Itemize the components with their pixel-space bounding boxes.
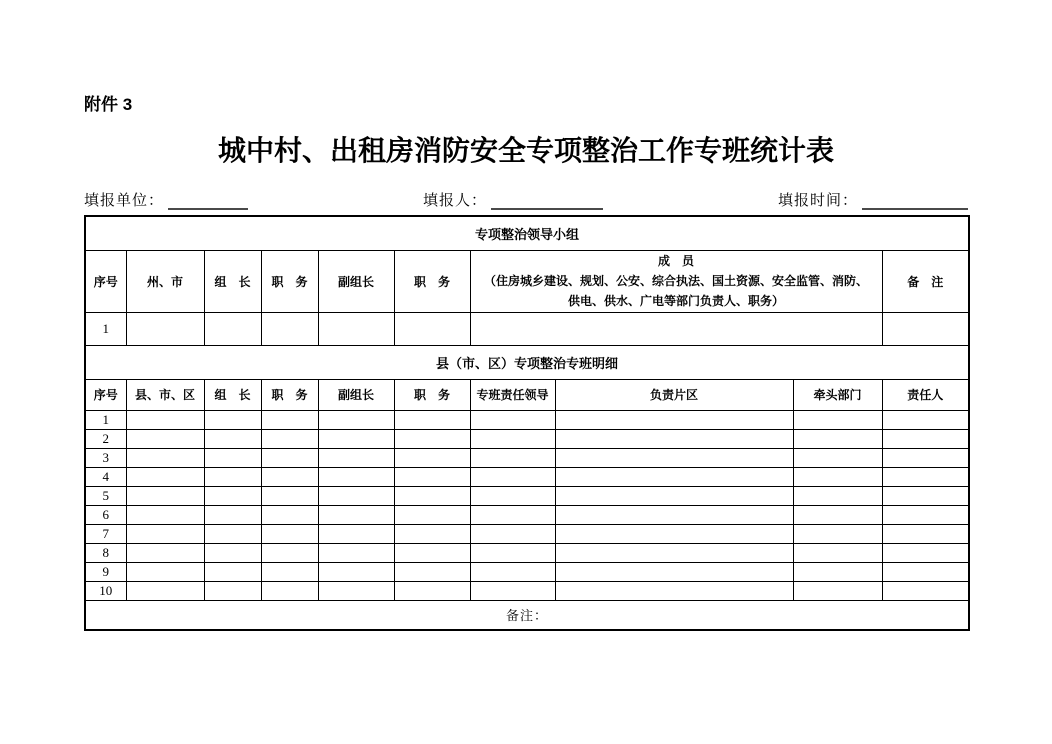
members-note-line1: （住房城乡建设、规划、公安、综合执法、国土资源、安全监管、消防、 (483, 273, 868, 288)
table-row (85, 448, 969, 467)
section1-title: 专项整治领导小组 (85, 216, 969, 250)
table-row (85, 543, 969, 562)
table-row (85, 562, 969, 581)
row-number: 4 (85, 467, 126, 486)
col2-header-county: 县、市、区 (126, 379, 204, 410)
report-person-field (423, 189, 603, 210)
row-number: 10 (85, 581, 126, 600)
row-number: 6 (85, 505, 126, 524)
cell-position1 (261, 312, 318, 345)
attachment-label: 附件 3 (84, 95, 133, 114)
remarks-row (85, 600, 969, 630)
report-unit-blank (168, 194, 248, 210)
section1-data-row (85, 312, 969, 345)
section2-header-row (85, 379, 969, 410)
cell-leader (204, 312, 261, 345)
table-row (85, 524, 969, 543)
report-person-blank (491, 194, 603, 210)
row-number: 2 (85, 429, 126, 448)
col-header-leader: 组 长 (204, 250, 261, 312)
cell-members (470, 312, 882, 345)
members-title: 成 员 (657, 253, 694, 268)
cell-prefecture (126, 312, 204, 345)
report-time-label: 填报时间： (777, 193, 858, 209)
report-time-field (778, 189, 968, 210)
col-header-members (470, 250, 882, 312)
section1-title-row (85, 216, 969, 250)
col-header-prefecture: 州、市 (126, 250, 204, 312)
col2-header-lead-dept: 牵头部门 (793, 379, 882, 410)
col-header-remark: 备 注 (882, 250, 969, 312)
table-row (85, 410, 969, 429)
col-header-deputy: 副组长 (318, 250, 394, 312)
remarks-label: 备注： (85, 600, 969, 630)
section2-title-row (85, 345, 969, 379)
col2-header-deputy: 副组长 (318, 379, 394, 410)
report-unit-field (84, 189, 248, 210)
table-row (85, 505, 969, 524)
page-title: 城中村、出租房消防安全专项整治工作专班统计表 (217, 136, 834, 167)
col-header-position1: 职 务 (261, 250, 318, 312)
row-number: 5 (85, 486, 126, 505)
cell-deputy (318, 312, 394, 345)
row-number: 9 (85, 562, 126, 581)
cell-position2 (394, 312, 470, 345)
col-header-position2: 职 务 (394, 250, 470, 312)
table-row (85, 581, 969, 600)
col2-header-responsible: 责任人 (882, 379, 969, 410)
col-header-seq: 序号 (85, 250, 126, 312)
col2-header-position1: 职 务 (261, 379, 318, 410)
row-number: 1 (85, 410, 126, 429)
section2-title: 县（市、区）专项整治专班明细 (85, 345, 969, 379)
table-row (85, 486, 969, 505)
cell-remark (882, 312, 969, 345)
report-person-label: 填报人： (422, 193, 487, 209)
report-info-line (84, 189, 968, 210)
col2-header-leader: 组 长 (204, 379, 261, 410)
row-number: 3 (85, 448, 126, 467)
row-number: 7 (85, 524, 126, 543)
row-number: 1 (85, 312, 126, 345)
members-note-line2: 供电、供水、广电等部门负责人、职务） (567, 294, 784, 309)
report-unit-label: 填报单位： (84, 193, 165, 209)
table-row (85, 429, 969, 448)
section1-header-row (85, 250, 969, 312)
statistics-table (84, 215, 970, 631)
col2-header-seq: 序号 (85, 379, 126, 410)
col2-header-position2: 职 务 (394, 379, 470, 410)
table-row (85, 467, 969, 486)
col2-header-duty-leader: 专班责任领导 (470, 379, 555, 410)
col2-header-area: 负责片区 (555, 379, 793, 410)
row-number: 8 (85, 543, 126, 562)
report-time-blank (862, 194, 968, 210)
